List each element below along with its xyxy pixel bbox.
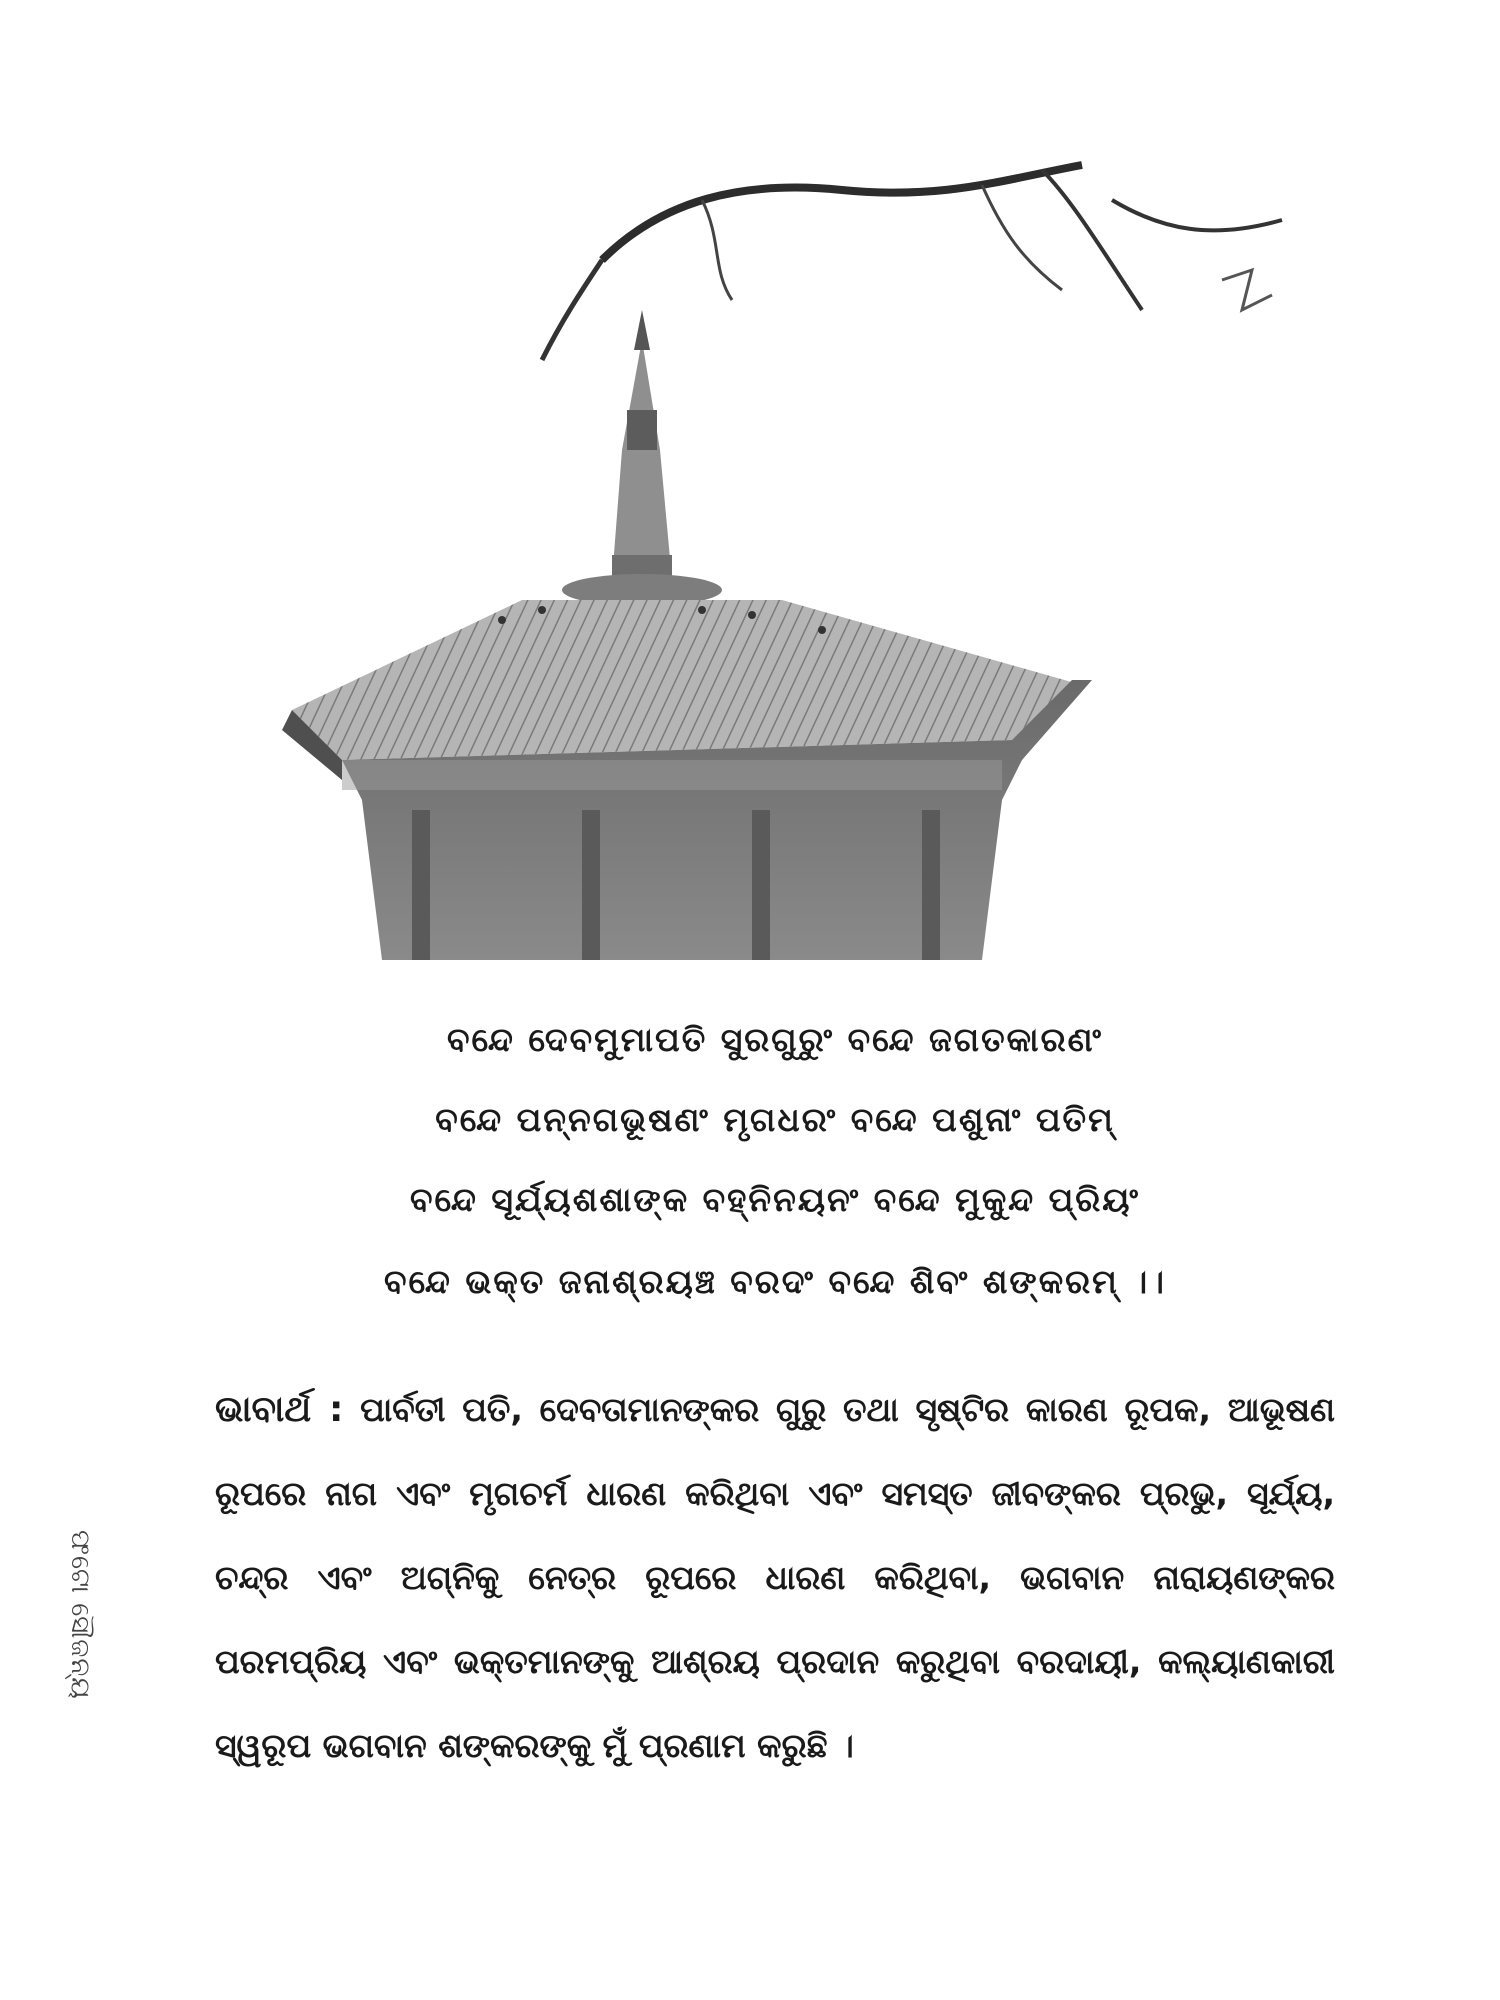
verse-line-4: ବନ୍ଦେ ଭକ୍ତ ଜନାଶ୍ରୟଞ୍ଚ ବରଦଂ ବନ୍ଦେ ଶିବଂ ଶଙ୍କରମ୍ ।।	[383, 1262, 1167, 1301]
verse-line-3: ବନ୍ଦେ ସୂର୍ଯ୍ୟଶଶାଙ୍କ ବହ୍ନିନୟନଂ ବନ୍ଦେ ମୁକୁନ୍ଦ ପ୍ରିୟଂ	[409, 1180, 1141, 1219]
temple-photo	[282, 160, 1322, 960]
verse-line-2: ବନ୍ଦେ ପନ୍ନଗଭୂଷଣଂ ମୃଗଧରଂ ବନ୍ଦେ ପଶୁନାଂ ପତିମ୍	[435, 1100, 1115, 1139]
verse-line-1: ବନ୍ଦେ ଦେବମୁମାପତି ସୁରଗୁରୁଂ ବନ୍ଦେ ଜଗତକାରଣଂ	[446, 1020, 1104, 1059]
meaning-text: ପାର୍ବତୀ ପତି, ଦେବତାମାନଙ୍କର ଗୁରୁ ତଥା ସୃଷ୍ଟିର କାରଣ ରୂପକ, ଆଭୂଷଣ ରୂପରେ ନାଗ ଏବଂ ମୃଗଚର୍ମ ଧାରଣ କରିଥିବା ଏବଂ ସମସ୍ତ ଜୀବଙ୍କର ପ୍ରଭୁ, ସୂର୍ଯ୍ୟ, ଚନ୍ଦ୍ର ଏବଂ ଅଗ୍ନିକୁ ନେତ୍ର ରୂପରେ ଧାରଣ କରିଥିବା, ଭଗବାନ ନାରାୟଣଙ୍କର ପରମପ୍ରିୟ ଏବଂ ଭକ୍ତମାନଙ୍କୁ ଆଶ୍ରୟ ପ୍ରଦାନ କରୁଥିବା ବରଦାୟୀ, କଲ୍ୟାଣକାରୀ ସ୍ୱରୂପ ଭଗବାନ ଶଙ୍କରଙ୍କୁ ମୁଁ ପ୍ରଣାମ କରୁଛି ।	[215, 1390, 1335, 1765]
meaning-paragraph	[215, 1368, 1335, 1788]
photo-credit-caption: ଫଟୋ ସୌଜନ୍ୟ	[65, 1530, 95, 1700]
meaning-label: ଭାବାର୍ଥ :	[215, 1389, 344, 1430]
